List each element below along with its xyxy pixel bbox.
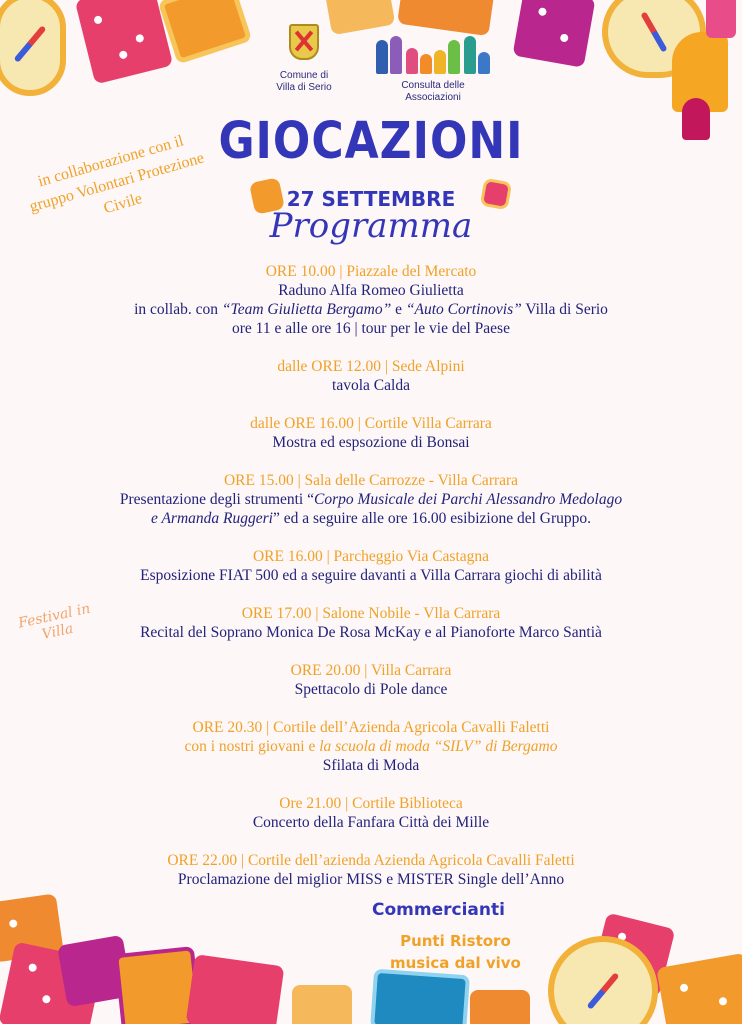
- schedule-item: [0, 604, 742, 642]
- dice-icon: [512, 0, 595, 68]
- item-line: [0, 509, 742, 528]
- item-line-part: ” ed a seguire alle ore 16.00 esibizione del Gruppo.: [272, 510, 592, 527]
- item-time-place: Ore 21.00 | Cortile Biblioteca: [279, 795, 463, 812]
- programma-heading: Programma: [269, 206, 473, 246]
- item-line: Recital del Soprano Monica De Rosa McKay e al Pianoforte Marco Santià: [140, 624, 602, 641]
- consulta-logo: [368, 36, 498, 104]
- item-line-part: e: [391, 301, 406, 318]
- event-title: GIOCAZIONI: [218, 112, 524, 171]
- item-time-place: ORE 16.00 | Parcheggio Via Castagna: [252, 548, 490, 565]
- schedule-item: [0, 851, 742, 889]
- item-line: Raduno Alfa Romeo Giulietta: [278, 282, 464, 299]
- festival-logo: Festival in Villa: [16, 600, 92, 643]
- dice-icon: [397, 0, 495, 36]
- schedule: [0, 262, 742, 908]
- dice-icon: [470, 990, 530, 1024]
- dice-icon: [292, 985, 352, 1024]
- chess-pawn-icon: [706, 0, 736, 38]
- item-line-part: in collab. con: [134, 301, 222, 318]
- item-line: [0, 737, 742, 756]
- item-line-part: la scuola di moda “SILV” di Bergamo: [319, 738, 558, 755]
- item-line: [0, 490, 742, 509]
- item-line-part: “Auto Cortinovis”: [405, 301, 522, 318]
- schedule-item: [0, 357, 742, 395]
- item-line-part: Villa di Serio: [521, 301, 608, 318]
- item-time-place: ORE 15.00 | Sala delle Carrozze - Villa Carrara: [223, 472, 519, 489]
- item-line-part: e Armanda Ruggeri: [150, 510, 273, 527]
- musica-dal-vivo: musica dal vivo: [390, 954, 521, 972]
- item-time-place: ORE 10.00 | Piazzale del Mercato: [265, 263, 477, 280]
- event-date: 27 SETTEMBRE: [286, 187, 456, 211]
- schedule-item: [0, 547, 742, 585]
- footer-extras: [390, 930, 521, 974]
- item-line: Concerto della Fanfara Città dei Mille: [252, 814, 490, 831]
- item-line-part: Corpo Musicale dei Parchi Alessandro Medolago: [314, 491, 623, 508]
- dice-icon: [75, 0, 173, 84]
- schedule-item: [0, 471, 742, 528]
- book-icon: [158, 0, 253, 64]
- schedule-item: [0, 262, 742, 338]
- item-line-part: con i nostri giovani e: [184, 738, 320, 755]
- item-line: ore 11 e alle ore 16 | tour per le vie del Paese: [232, 320, 510, 337]
- compass-icon: [0, 0, 66, 96]
- comune-logo: [262, 24, 346, 94]
- collaboration-note: in collaborazione con il gruppo Volontari Protezione Civile: [27, 132, 207, 218]
- item-line: Mostra ed espsozione di Bonsai: [272, 434, 470, 451]
- dice-icon: [186, 954, 285, 1024]
- people-icon: [372, 36, 494, 74]
- item-line: tavola Calda: [332, 377, 410, 394]
- schedule-item: [0, 718, 742, 775]
- item-time-place: ORE 22.00 | Cortile dell’azienda Azienda Agricola Cavalli Faletti: [167, 852, 575, 869]
- item-time-place: dalle ORE 16.00 | Cortile Villa Carrara: [250, 415, 492, 432]
- crest-icon: [289, 24, 319, 60]
- item-line: Spettacolo di Pole dance: [294, 681, 448, 698]
- item-time-place: ORE 17.00 | Salone Nobile - Vlla Carrara: [241, 605, 501, 622]
- commercianti-label: Commercianti: [372, 900, 505, 920]
- schedule-item: [0, 414, 742, 452]
- comune-label: Comune di Villa di Serio: [276, 70, 332, 93]
- schedule-item: [0, 794, 742, 832]
- item-line: Esposizione FIAT 500 ed a seguire davanti a Villa Carrara giochi di abilità: [140, 567, 602, 584]
- dice-icon: [656, 953, 742, 1024]
- item-line-part: Presentazione degli strumenti “: [119, 491, 314, 508]
- item-time-place: ORE 20.30 | Cortile dell’Azienda Agricola Cavalli Faletti: [192, 719, 550, 736]
- box-icon: [370, 969, 470, 1024]
- punti-ristoro: Punti Ristoro: [400, 932, 511, 950]
- item-line: Proclamazione del miglior MISS e MISTER Single dell’Anno: [177, 871, 565, 888]
- item-line: Sfilata di Moda: [322, 757, 420, 774]
- item-time-place: ORE 20.00 | Villa Carrara: [290, 662, 452, 679]
- schedule-item: [0, 661, 742, 699]
- item-line-part: “Team Giulietta Bergamo”: [221, 301, 392, 318]
- item-time-place: dalle ORE 12.00 | Sede Alpini: [277, 358, 465, 375]
- consulta-label: Consulta delle Associazioni: [401, 80, 465, 103]
- item-line: [0, 300, 742, 319]
